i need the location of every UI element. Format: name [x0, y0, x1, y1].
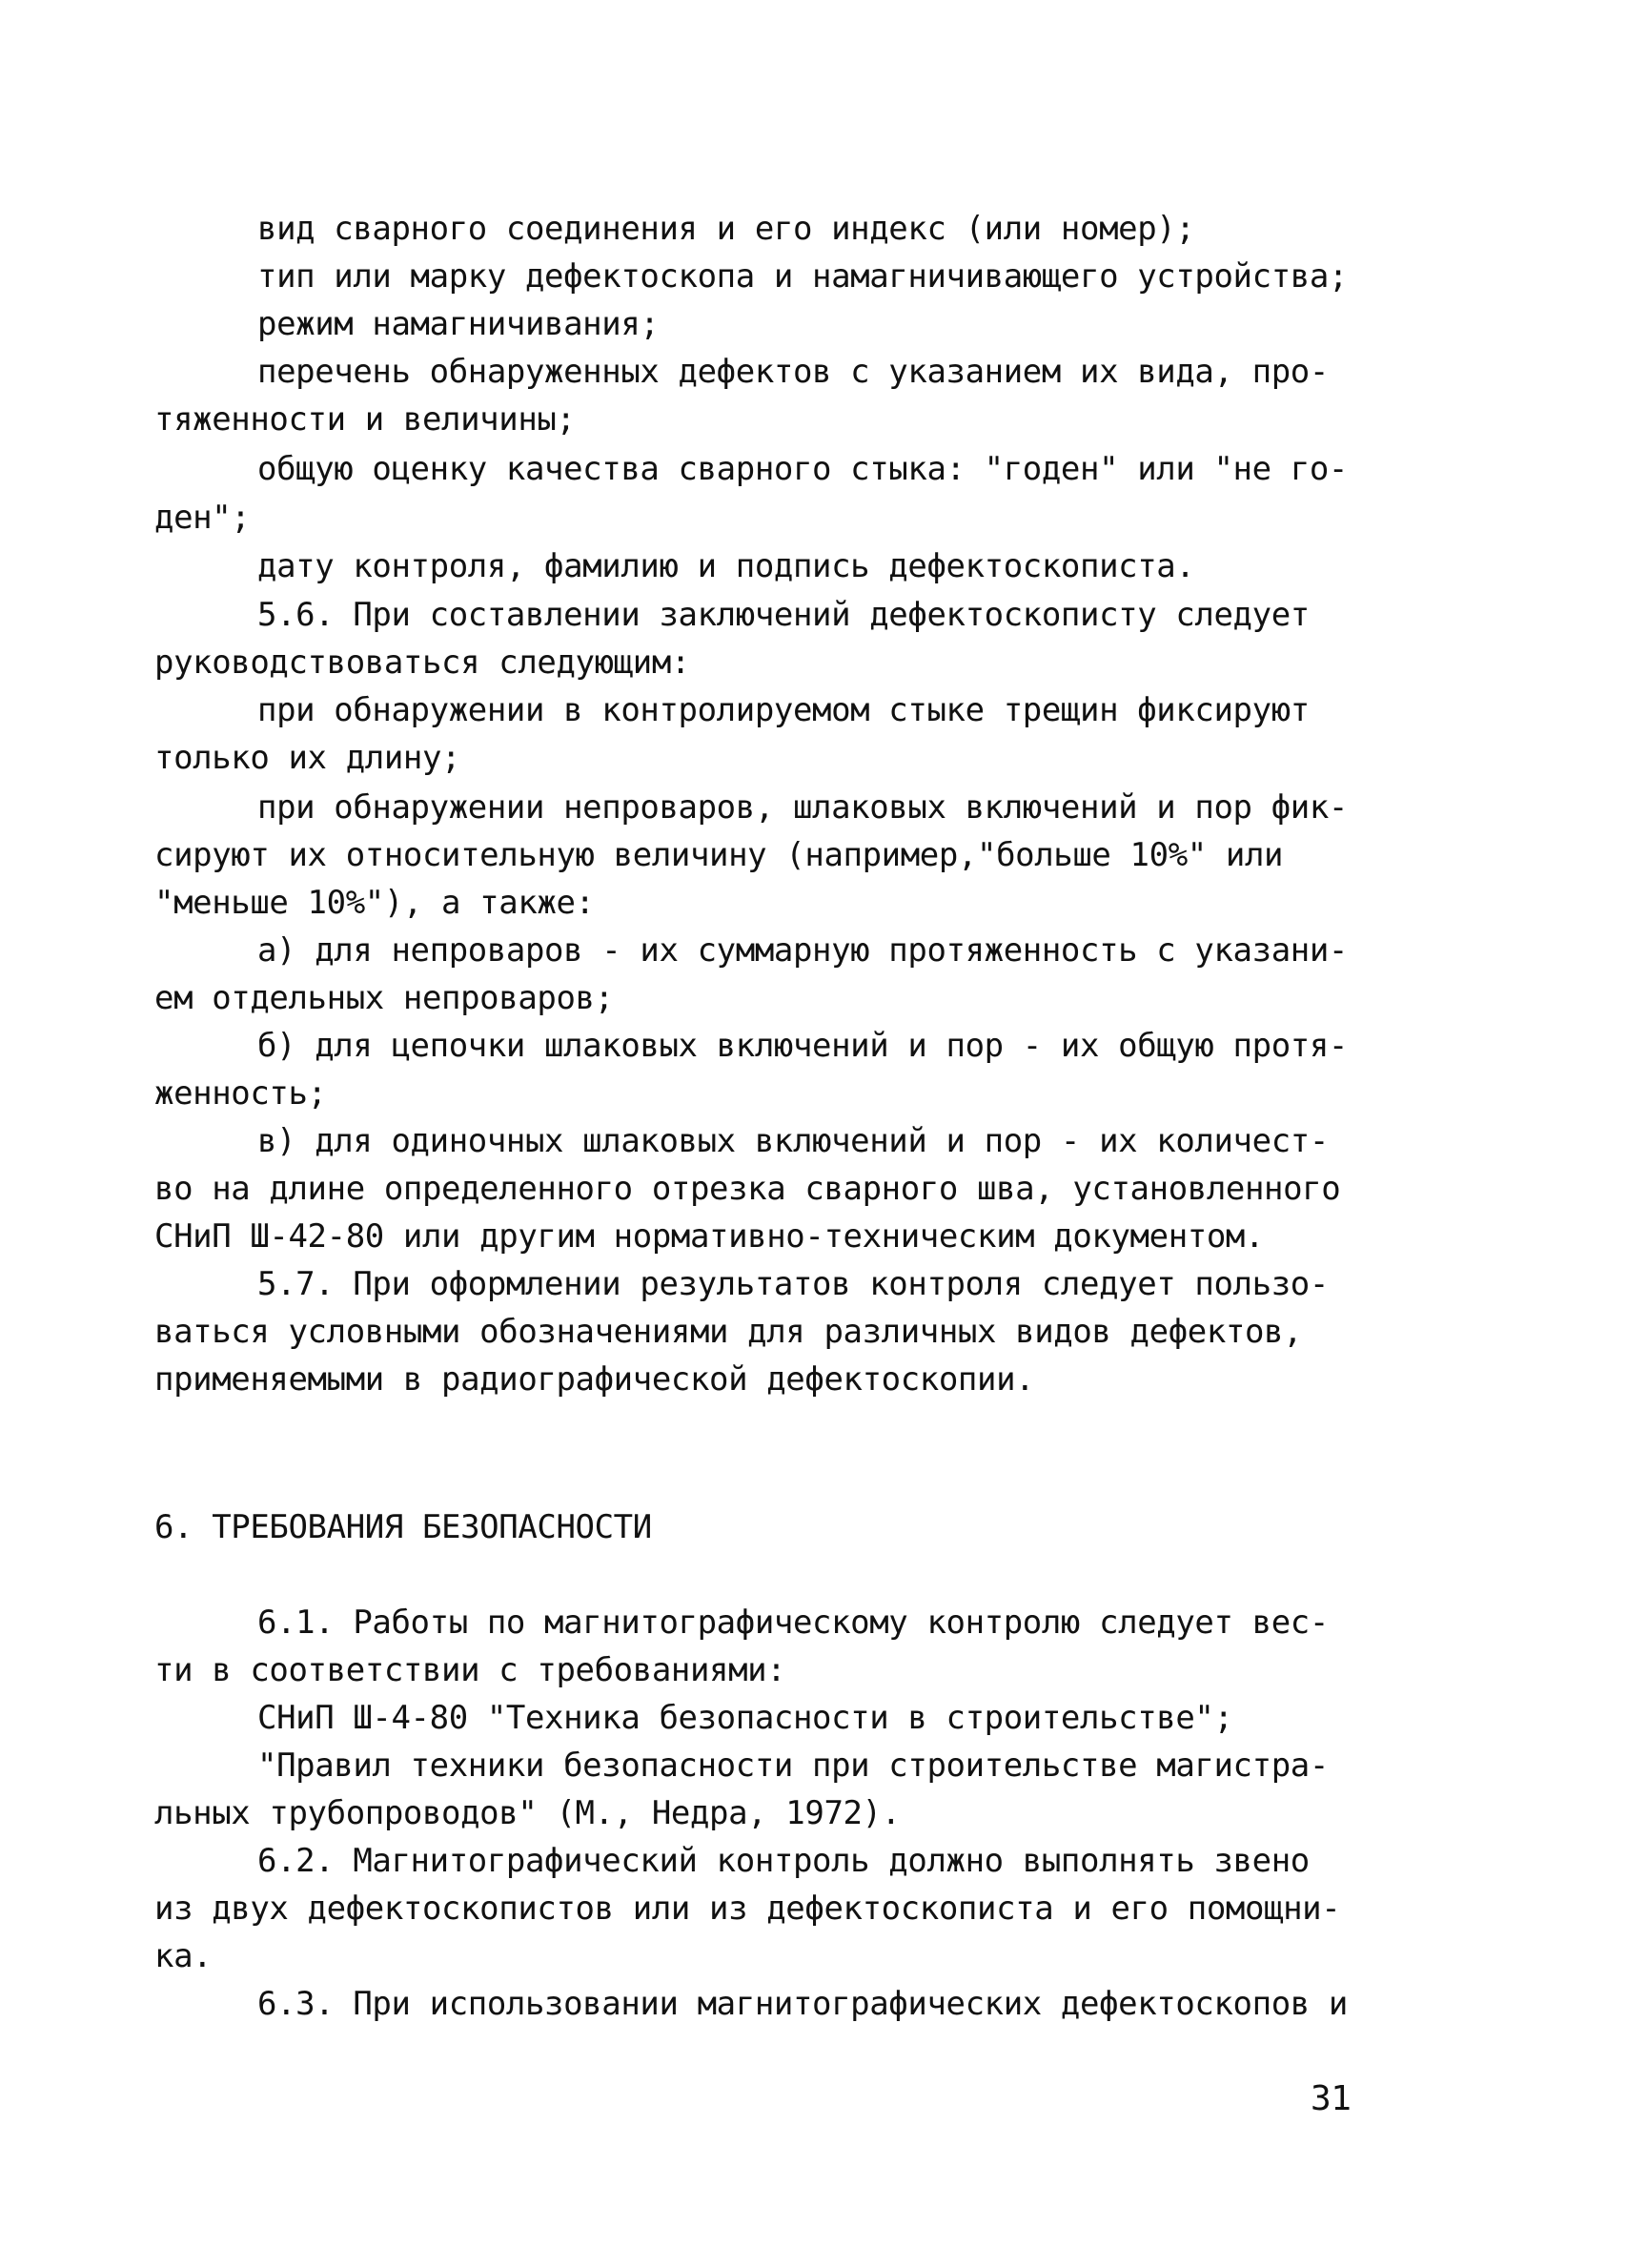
text-line: ваться условными обозначениями для различных видов дефектов,: [154, 1313, 1303, 1351]
text-line: 6.1. Работы по магнитографическому контролю следует вес-: [257, 1604, 1329, 1642]
text-line: тип или марку дефектоскопа и намагничивающего устройства;: [257, 257, 1348, 296]
text-line: тяженности и величины;: [154, 400, 576, 439]
text-line: вид сварного соединения и его индекс (или номер);: [257, 210, 1195, 248]
text-line: льных трубопроводов" (М., Недра, 1972).: [154, 1794, 901, 1832]
text-line: режим намагничивания;: [257, 305, 660, 343]
text-line: при обнаружении в контролируемом стыке трещин фиксируют: [257, 691, 1310, 729]
text-line: СНиП Ш-42-80 или другим нормативно-техническим документом.: [154, 1217, 1265, 1256]
page-number: 31: [1311, 2079, 1352, 2118]
text-line: СНиП Ш-4-80 "Техника безопасности в строительстве";: [257, 1699, 1233, 1737]
section-heading: 6. ТРЕБОВАНИЯ БЕЗОПАСНОСТИ: [154, 1508, 652, 1546]
text-line: ем отдельных непроваров;: [154, 979, 614, 1017]
text-line: перечень обнаруженных дефектов с указанием их вида, про-: [257, 353, 1329, 391]
text-line: во на длине определенного отрезка сварного шва, установленного: [154, 1170, 1341, 1208]
text-line: 6.3. При использовании магнитографических дефектоскопов и: [257, 1985, 1348, 2023]
text-line: женность;: [154, 1074, 327, 1113]
text-line: 5.6. При составлении заключений дефектоскописту следует: [257, 596, 1310, 634]
text-line: сируют их относительную величину (например,"больше 10%" или: [154, 836, 1284, 874]
text-line: ден";: [154, 499, 251, 537]
text-line: ка.: [154, 1937, 213, 1975]
text-line: а) для непроваров - их суммарную протяженность с указани-: [257, 931, 1348, 970]
text-line: дату контроля, фамилию и подпись дефектоскописта.: [257, 547, 1195, 585]
text-line: руководствоваться следующим:: [154, 644, 690, 682]
text-line: общую оценку качества сварного стыка: "годен" или "не го-: [257, 450, 1348, 488]
text-line: в) для одиночных шлаковых включений и пор - их количест-: [257, 1122, 1329, 1160]
text-line: при обнаружении непроваров, шлаковых включений и пор фик-: [257, 788, 1348, 827]
text-line: 5.7. При оформлении результатов контроля следует пользо-: [257, 1265, 1329, 1303]
text-line: "Правил техники безопасности при строительстве магистра-: [257, 1747, 1329, 1785]
text-line: б) для цепочки шлаковых включений и пор - их общую протя-: [257, 1027, 1348, 1065]
text-line: ти в соответствии с требованиями:: [154, 1651, 786, 1689]
text-line: "меньше 10%"), а также:: [154, 884, 595, 922]
text-line: только их длину;: [154, 739, 461, 777]
text-line: 6.2. Магнитографический контроль должно выполнять звено: [257, 1842, 1310, 1880]
text-line: применяемыми в радиографической дефектоскопии.: [154, 1360, 1035, 1399]
text-line: из двух дефектоскопистов или из дефектоскописта и его помощни-: [154, 1890, 1341, 1928]
